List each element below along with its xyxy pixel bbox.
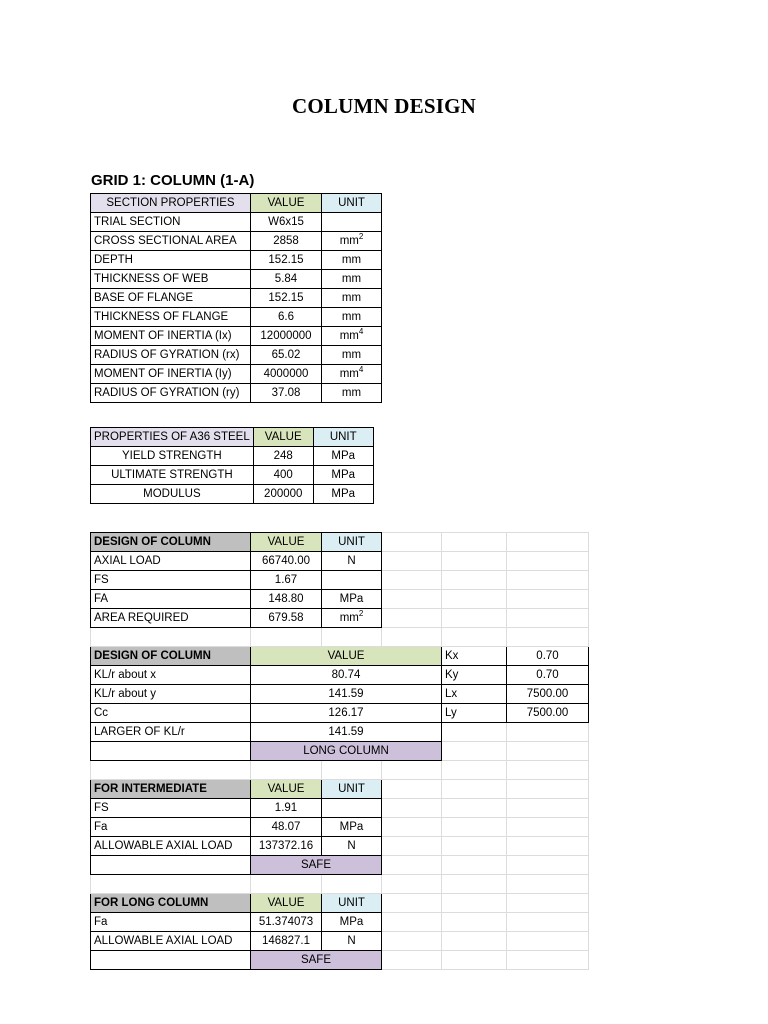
table-row <box>91 704 589 723</box>
header-cell: VALUE <box>253 428 313 447</box>
row-label: DEPTH <box>91 251 251 270</box>
table-row <box>91 571 589 590</box>
row-unit: mm <box>322 270 382 289</box>
side-label: Lx <box>442 685 507 704</box>
header-cell: DESIGN OF COLUMN <box>91 647 251 666</box>
row-unit: mm <box>322 384 382 403</box>
unit-superscript: 4 <box>358 326 364 336</box>
row-label: Fa <box>91 818 251 837</box>
row-value: 37.08 <box>251 384 322 403</box>
table-row <box>91 590 589 609</box>
unit-superscript: 4 <box>358 364 364 374</box>
row-value: 141.59 <box>251 723 442 742</box>
table-row <box>91 213 382 232</box>
table-row <box>91 685 589 704</box>
design-sheet <box>90 532 589 970</box>
row-label: RADIUS OF GYRATION (rx) <box>91 346 251 365</box>
row-unit: MPa <box>313 485 373 504</box>
row-value: 1.91 <box>251 799 322 818</box>
row-unit: mm <box>322 251 382 270</box>
table-row <box>91 232 382 251</box>
row-value: 12000000 <box>251 327 322 346</box>
row-unit: MPa <box>313 447 373 466</box>
row-unit: MPa <box>322 913 382 932</box>
table-row <box>91 799 589 818</box>
header-cell: VALUE <box>251 194 322 213</box>
side-value: 0.70 <box>507 647 589 666</box>
page-title: COLUMN DESIGN <box>291 94 477 118</box>
row-value: 400 <box>253 466 313 485</box>
table-row <box>91 818 589 837</box>
row-value: 66740.00 <box>251 552 322 571</box>
row-label: YIELD STRENGTH <box>91 447 254 466</box>
table-row <box>91 447 374 466</box>
row-label: FA <box>91 590 251 609</box>
table-row <box>91 270 382 289</box>
table-row <box>91 913 589 932</box>
header-cell: FOR INTERMEDIATE <box>91 780 251 799</box>
row-unit: N <box>322 837 382 856</box>
grid-heading: GRID 1: COLUMN (1-A) <box>91 172 255 189</box>
row-value: 4000000 <box>251 365 322 384</box>
safety-result: SAFE <box>251 951 382 970</box>
row-unit: MPa <box>322 590 382 609</box>
table-row <box>91 485 374 504</box>
row-label: BASE OF FLANGE <box>91 289 251 308</box>
row-label: ULTIMATE STRENGTH <box>91 466 254 485</box>
table-header-row <box>91 647 589 666</box>
table-row <box>91 365 382 384</box>
row-unit: mm <box>339 329 359 342</box>
side-label: Ly <box>442 704 507 723</box>
table-header-row <box>91 533 589 552</box>
row-unit-cell <box>322 609 382 628</box>
header-cell: VALUE <box>251 894 322 913</box>
table-row <box>91 466 374 485</box>
row-value: 80.74 <box>251 666 442 685</box>
header-cell: FOR LONG COLUMN <box>91 894 251 913</box>
row-unit: N <box>322 552 382 571</box>
header-cell: PROPERTIES OF A36 STEEL <box>91 428 254 447</box>
row-value: 2858 <box>251 232 322 251</box>
row-label: ALLOWABLE AXIAL LOAD <box>91 932 251 951</box>
spacer-row <box>91 628 589 647</box>
row-value: 137372.16 <box>251 837 322 856</box>
row-label: Cc <box>91 704 251 723</box>
table-row <box>91 552 589 571</box>
row-value: 48.07 <box>251 818 322 837</box>
header-cell: DESIGN OF COLUMN <box>91 533 251 552</box>
header-cell: UNIT <box>322 780 382 799</box>
table-header-row <box>91 194 382 213</box>
row-value: 146827.1 <box>251 932 322 951</box>
row-value: 200000 <box>253 485 313 504</box>
row-label: AXIAL LOAD <box>91 552 251 571</box>
column-type-result: LONG COLUMN <box>251 742 442 761</box>
table-header-row <box>91 894 589 913</box>
spacer-row <box>91 761 589 780</box>
table-row <box>91 289 382 308</box>
row-label: KL/r about x <box>91 666 251 685</box>
row-unit: mm <box>322 308 382 327</box>
table-header-row <box>91 780 589 799</box>
row-label: RADIUS OF GYRATION (ry) <box>91 384 251 403</box>
row-value: W6x15 <box>251 213 322 232</box>
header-cell: UNIT <box>322 533 382 552</box>
unit-superscript: 2 <box>358 231 364 241</box>
result-row <box>91 951 589 970</box>
header-cell: UNIT <box>322 894 382 913</box>
row-value: 141.59 <box>251 685 442 704</box>
side-value: 7500.00 <box>507 704 589 723</box>
side-value: 7500.00 <box>507 685 589 704</box>
section-properties-table <box>90 193 382 403</box>
row-value: 1.67 <box>251 571 322 590</box>
header-cell: VALUE <box>251 780 322 799</box>
row-unit-cell <box>322 232 382 251</box>
result-row <box>91 742 589 761</box>
table-row <box>91 932 589 951</box>
row-unit <box>322 571 382 590</box>
table-row <box>91 666 589 685</box>
row-label: MOMENT OF INERTIA (Iy) <box>91 365 251 384</box>
side-label: Ky <box>442 666 507 685</box>
row-value: 126.17 <box>251 704 442 723</box>
row-label: LARGER OF KL/r <box>91 723 251 742</box>
header-cell: VALUE <box>251 533 322 552</box>
table-row <box>91 609 589 628</box>
header-cell: SECTION PROPERTIES <box>91 194 251 213</box>
table-row <box>91 308 382 327</box>
row-label: Fa <box>91 913 251 932</box>
row-value: 148.80 <box>251 590 322 609</box>
side-value: 0.70 <box>507 666 589 685</box>
safety-result: SAFE <box>251 856 382 875</box>
row-value: 152.15 <box>251 251 322 270</box>
row-unit: mm <box>339 234 359 247</box>
row-unit: N <box>322 932 382 951</box>
row-label: AREA REQUIRED <box>91 609 251 628</box>
row-value: 6.6 <box>251 308 322 327</box>
row-unit: mm <box>322 346 382 365</box>
header-cell: UNIT <box>322 194 382 213</box>
row-label: FS <box>91 571 251 590</box>
row-label: TRIAL SECTION <box>91 213 251 232</box>
table-row <box>91 251 382 270</box>
row-unit: MPa <box>322 818 382 837</box>
row-label: FS <box>91 799 251 818</box>
side-label: Kx <box>442 647 507 666</box>
row-label: MOMENT OF INERTIA (Ix) <box>91 327 251 346</box>
spacer-row <box>91 875 589 894</box>
row-value: 152.15 <box>251 289 322 308</box>
row-unit <box>322 799 382 818</box>
row-unit-cell <box>322 365 382 384</box>
row-value: 65.02 <box>251 346 322 365</box>
table-row <box>91 723 589 742</box>
row-value: 5.84 <box>251 270 322 289</box>
row-label: ALLOWABLE AXIAL LOAD <box>91 837 251 856</box>
table-row <box>91 384 382 403</box>
header-cell: UNIT <box>313 428 373 447</box>
row-unit-cell <box>322 327 382 346</box>
table-row <box>91 327 382 346</box>
table-row <box>91 346 382 365</box>
table-row <box>91 837 589 856</box>
row-label: THICKNESS OF WEB <box>91 270 251 289</box>
row-unit: mm <box>339 367 359 380</box>
row-label: KL/r about y <box>91 685 251 704</box>
row-value: 248 <box>253 447 313 466</box>
row-label: MODULUS <box>91 485 254 504</box>
row-unit <box>322 213 382 232</box>
steel-properties-table <box>90 427 374 504</box>
row-value: 679.58 <box>251 609 322 628</box>
row-unit: mm <box>322 289 382 308</box>
row-label: THICKNESS OF FLANGE <box>91 308 251 327</box>
header-cell: VALUE <box>251 647 442 666</box>
row-label: CROSS SECTIONAL AREA <box>91 232 251 251</box>
result-row <box>91 856 589 875</box>
row-unit: MPa <box>313 466 373 485</box>
unit-superscript: 2 <box>358 608 364 618</box>
table-header-row <box>91 428 374 447</box>
row-unit: mm <box>339 611 359 624</box>
row-value: 51.374073 <box>251 913 322 932</box>
